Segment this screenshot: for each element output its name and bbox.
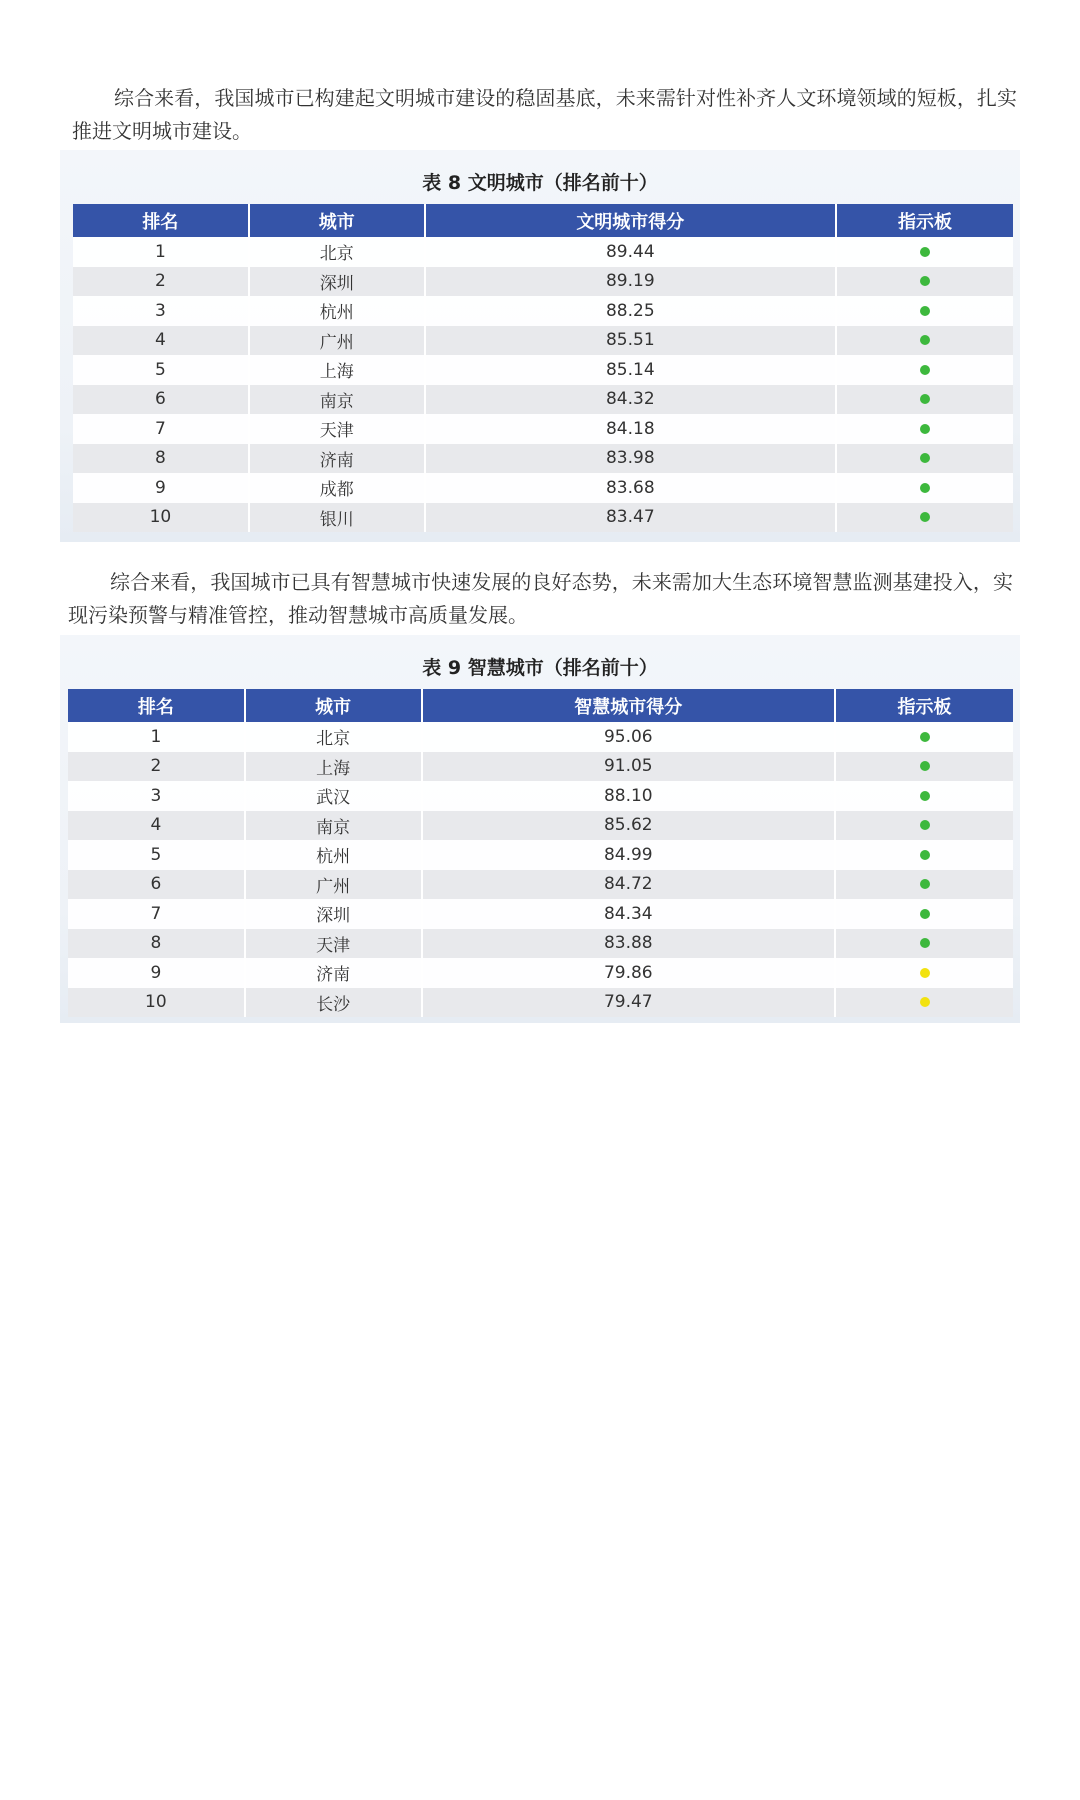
city-cell: 武汉 <box>245 781 422 811</box>
table-9-title: 表 9 智慧城市（排名前十） <box>422 657 658 679</box>
table-row <box>68 988 1013 1018</box>
table-row <box>73 355 1013 385</box>
city-cell: 成都 <box>249 473 425 503</box>
city-header: 城市 <box>249 204 425 237</box>
green-status-dot-icon <box>920 247 930 257</box>
city-cell: 上海 <box>245 752 422 782</box>
rank-cell: 1 <box>68 722 245 752</box>
indicator-cell <box>836 267 1013 297</box>
city-cell: 银川 <box>249 503 425 533</box>
rank-cell: 2 <box>73 267 249 297</box>
civilized-city-table <box>73 204 1013 532</box>
score-cell: 84.32 <box>425 385 836 415</box>
table-row <box>73 326 1013 356</box>
city-cell: 济南 <box>249 444 425 474</box>
intro-paragraph-civilized: 综合来看，我国城市已构建起文明城市建设的稳固基底，未来需针对性补齐人文环境领域的短板，扎实推进文明城市建设。 <box>72 86 1017 143</box>
city-cell: 南京 <box>245 811 422 841</box>
indicator-cell <box>836 444 1013 474</box>
table-row <box>73 503 1013 533</box>
city-cell: 长沙 <box>245 988 422 1018</box>
rank-cell: 8 <box>73 444 249 474</box>
indicator-cell <box>836 296 1013 326</box>
smart-city-table <box>68 689 1013 1017</box>
indicator-cell <box>835 929 1013 959</box>
table-row <box>68 781 1013 811</box>
score-cell: 89.44 <box>425 237 836 267</box>
rank-cell: 5 <box>68 840 245 870</box>
city-cell: 北京 <box>249 237 425 267</box>
table-row <box>73 414 1013 444</box>
green-status-dot-icon <box>920 879 930 889</box>
table-row <box>68 929 1013 959</box>
rank-cell: 1 <box>73 237 249 267</box>
table-row <box>68 899 1013 929</box>
rank-cell: 3 <box>68 781 245 811</box>
score-cell: 83.68 <box>425 473 836 503</box>
city-cell: 天津 <box>245 929 422 959</box>
indicator-header: 指示板 <box>835 689 1013 722</box>
rank-cell: 2 <box>68 752 245 782</box>
score-cell: 89.19 <box>425 267 836 297</box>
rank-cell: 6 <box>73 385 249 415</box>
green-status-dot-icon <box>920 820 930 830</box>
city-cell: 杭州 <box>245 840 422 870</box>
indicator-cell <box>835 811 1013 841</box>
rank-cell: 9 <box>68 958 245 988</box>
city-cell: 广州 <box>249 326 425 356</box>
indicator-cell <box>835 840 1013 870</box>
indicator-header: 指示板 <box>836 204 1013 237</box>
rank-cell: 10 <box>68 988 245 1018</box>
rank-cell: 3 <box>73 296 249 326</box>
green-status-dot-icon <box>920 791 930 801</box>
table-row <box>73 385 1013 415</box>
green-status-dot-icon <box>920 938 930 948</box>
green-status-dot-icon <box>920 306 930 316</box>
green-status-dot-icon <box>920 276 930 286</box>
indicator-cell <box>836 237 1013 267</box>
indicator-cell <box>835 958 1013 988</box>
table-row <box>73 296 1013 326</box>
city-cell: 上海 <box>249 355 425 385</box>
city-cell: 天津 <box>249 414 425 444</box>
table-row <box>73 444 1013 474</box>
table-row <box>68 958 1013 988</box>
rank-cell: 7 <box>73 414 249 444</box>
table-row <box>68 840 1013 870</box>
green-status-dot-icon <box>920 335 930 345</box>
green-status-dot-icon <box>920 732 930 742</box>
score-header: 智慧城市得分 <box>422 689 836 722</box>
rank-cell: 9 <box>73 473 249 503</box>
score-header: 文明城市得分 <box>425 204 836 237</box>
rank-cell: 5 <box>73 355 249 385</box>
table-8-panel <box>60 150 1020 542</box>
green-status-dot-icon <box>920 512 930 522</box>
indicator-cell <box>836 326 1013 356</box>
score-cell: 84.99 <box>422 840 836 870</box>
indicator-cell <box>836 355 1013 385</box>
score-cell: 84.34 <box>422 899 836 929</box>
table-row <box>73 473 1013 503</box>
rank-header: 排名 <box>68 689 245 722</box>
intro-paragraph-smart: 综合来看，我国城市已具有智慧城市快速发展的良好态势，未来需加大生态环境智慧监测基建投入，实现污染预警与精准管控，推动智慧城市高质量发展。 <box>68 570 1013 627</box>
indicator-cell <box>835 870 1013 900</box>
indicator-cell <box>836 503 1013 533</box>
score-cell: 88.25 <box>425 296 836 326</box>
green-status-dot-icon <box>920 909 930 919</box>
indicator-cell <box>835 752 1013 782</box>
score-cell: 83.47 <box>425 503 836 533</box>
table-row <box>73 237 1013 267</box>
rank-cell: 4 <box>68 811 245 841</box>
indicator-cell <box>835 781 1013 811</box>
city-cell: 济南 <box>245 958 422 988</box>
green-status-dot-icon <box>920 394 930 404</box>
score-cell: 83.98 <box>425 444 836 474</box>
rank-cell: 4 <box>73 326 249 356</box>
city-cell: 北京 <box>245 722 422 752</box>
indicator-cell <box>835 988 1013 1018</box>
city-cell: 深圳 <box>245 899 422 929</box>
city-cell: 杭州 <box>249 296 425 326</box>
score-cell: 83.88 <box>422 929 836 959</box>
city-cell: 广州 <box>245 870 422 900</box>
city-cell: 南京 <box>249 385 425 415</box>
rank-cell: 8 <box>68 929 245 959</box>
rank-header: 排名 <box>73 204 249 237</box>
score-cell: 85.62 <box>422 811 836 841</box>
green-status-dot-icon <box>920 424 930 434</box>
indicator-cell <box>836 385 1013 415</box>
green-status-dot-icon <box>920 365 930 375</box>
green-status-dot-icon <box>920 850 930 860</box>
table-8-title: 表 8 文明城市（排名前十） <box>422 172 658 194</box>
score-cell: 85.14 <box>425 355 836 385</box>
green-status-dot-icon <box>920 483 930 493</box>
table-row <box>73 267 1013 297</box>
score-cell: 95.06 <box>422 722 836 752</box>
rank-cell: 10 <box>73 503 249 533</box>
table-header-row <box>73 204 1013 237</box>
score-cell: 91.05 <box>422 752 836 782</box>
table-row <box>68 752 1013 782</box>
score-cell: 88.10 <box>422 781 836 811</box>
table-row <box>68 811 1013 841</box>
indicator-cell <box>836 473 1013 503</box>
score-cell: 84.72 <box>422 870 836 900</box>
indicator-cell <box>836 414 1013 444</box>
score-cell: 79.86 <box>422 958 836 988</box>
score-cell: 84.18 <box>425 414 836 444</box>
table-header-row <box>68 689 1013 722</box>
rank-cell: 6 <box>68 870 245 900</box>
green-status-dot-icon <box>920 453 930 463</box>
city-cell: 深圳 <box>249 267 425 297</box>
city-header: 城市 <box>245 689 422 722</box>
rank-cell: 7 <box>68 899 245 929</box>
table-row <box>68 870 1013 900</box>
yellow-status-dot-icon <box>920 968 930 978</box>
indicator-cell <box>835 722 1013 752</box>
indicator-cell <box>835 899 1013 929</box>
table-9-panel <box>60 635 1020 1023</box>
table-row <box>68 722 1013 752</box>
score-cell: 85.51 <box>425 326 836 356</box>
yellow-status-dot-icon <box>920 997 930 1007</box>
green-status-dot-icon <box>920 761 930 771</box>
score-cell: 79.47 <box>422 988 836 1018</box>
